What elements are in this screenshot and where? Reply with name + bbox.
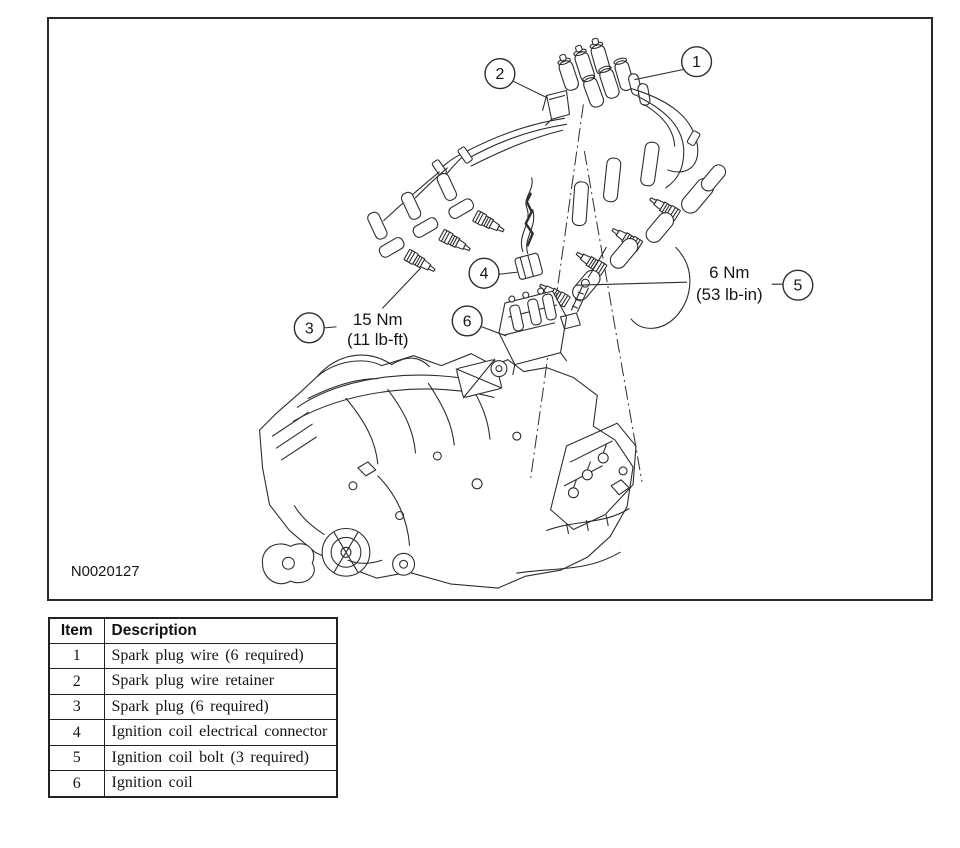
item-number: 1 (49, 644, 104, 669)
item-description: Ignition coil (104, 771, 337, 797)
torque-spec-15nm-value: 15 Nm (352, 309, 403, 329)
coil-pack-art (555, 37, 650, 109)
table-row (49, 771, 337, 797)
item-description: Ignition coil bolt (3 required) (104, 745, 337, 770)
coil-connector-art (514, 178, 543, 280)
callout-1-number: 1 (692, 54, 701, 72)
callout-6 (452, 306, 482, 336)
callout-2 (485, 59, 515, 89)
column-header-description: Description (104, 618, 337, 644)
callout-6-number: 6 (462, 313, 472, 331)
callout-3-number: 3 (304, 320, 314, 338)
engine-ignition-diagram (49, 19, 931, 599)
item-description: Spark plug wire (6 required) (104, 644, 337, 669)
parts-table-header (49, 618, 337, 644)
figure-frame (47, 17, 933, 601)
parts-table (48, 617, 338, 798)
torque-spec-6nm-value: 6 Nm (709, 263, 750, 283)
item-number: 3 (49, 694, 104, 719)
item-description: Spark plug (6 required) (104, 694, 337, 719)
item-description: Spark plug wire retainer (104, 669, 337, 694)
leader-callout-3 (324, 327, 336, 328)
engine-block-art (260, 354, 636, 588)
callout-3 (294, 313, 324, 343)
item-number: 5 (49, 745, 104, 770)
leader-callout-1 (635, 70, 683, 80)
table-row (49, 745, 337, 770)
callout-1 (682, 47, 712, 77)
table-row (49, 644, 337, 669)
torque-spec-6nm-alt: (53 lb-in) (696, 285, 763, 305)
callout-5 (783, 270, 813, 300)
spark-plug-art (473, 210, 507, 235)
table-row (49, 669, 337, 694)
callout-4-number: 4 (479, 265, 489, 283)
callout-5-number: 5 (793, 277, 803, 295)
item-number: 2 (49, 669, 104, 694)
item-number: 4 (49, 720, 104, 745)
column-header-item: Item (49, 618, 104, 644)
table-row (49, 720, 337, 745)
spark-plug-art (404, 249, 437, 275)
spark-plug-art (439, 229, 473, 254)
left-spark-wires-art (366, 118, 566, 275)
leader-torque-15nm (383, 268, 421, 308)
callout-4 (469, 258, 499, 288)
item-number: 6 (49, 771, 104, 797)
figure-id: N0020127 (70, 564, 140, 581)
torque-spec-15nm-alt: (11 lb-ft) (346, 329, 409, 349)
callout-2-number: 2 (495, 66, 505, 84)
item-description: Ignition coil electrical connector (104, 720, 337, 745)
table-row (49, 694, 337, 719)
leader-callout-2 (514, 82, 547, 98)
leader-callout-4 (499, 272, 517, 274)
